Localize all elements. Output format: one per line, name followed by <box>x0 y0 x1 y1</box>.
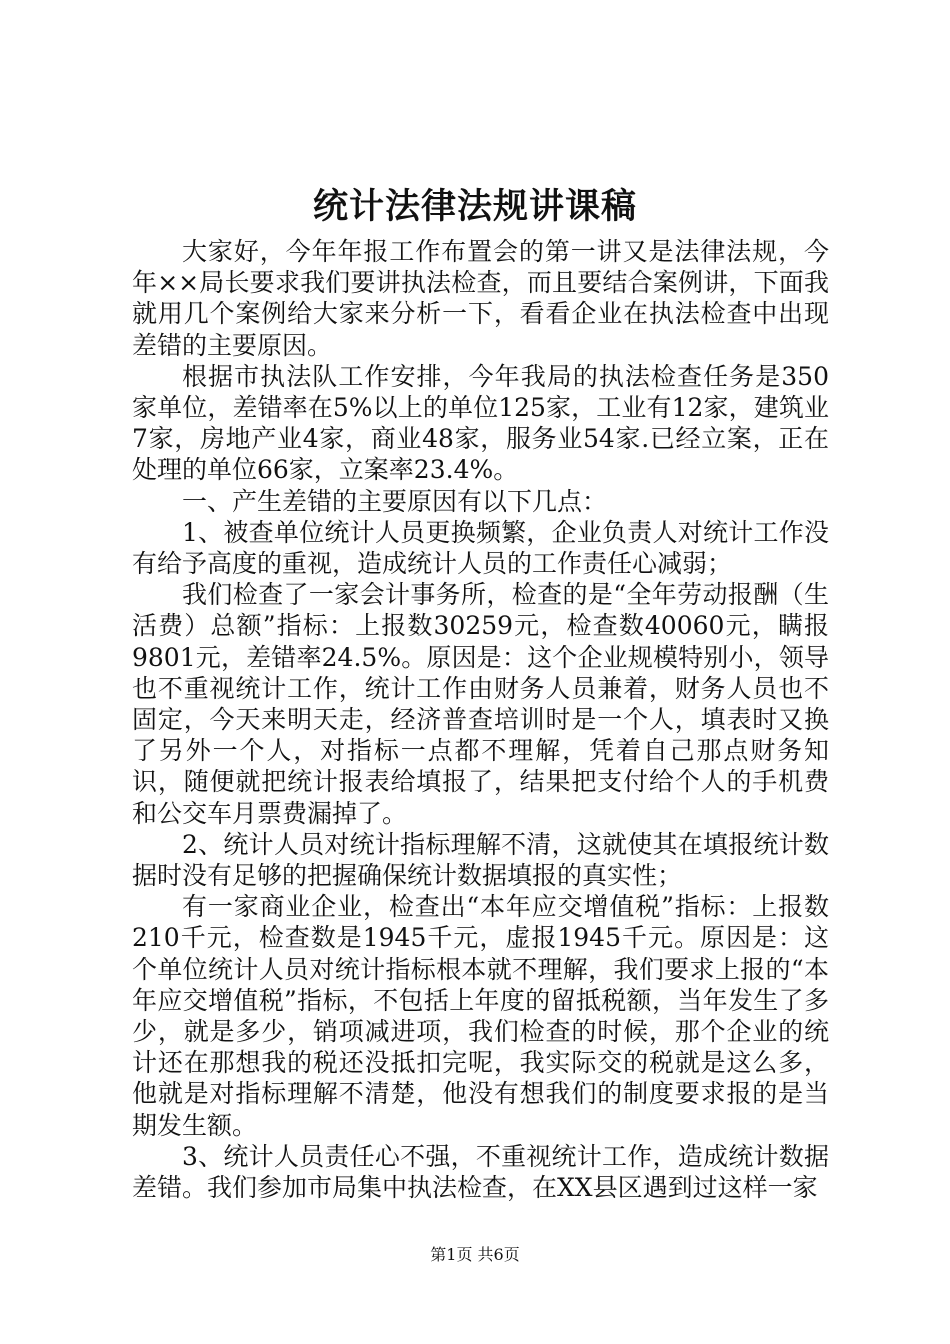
paragraph-reason-2: 2、统计人员对统计指标理解不清，这就使其在填报统计数据时没有足够的把握确保统计数据填报的真实性； <box>132 829 829 891</box>
paragraph-intro: 大家好，今年年报工作布置会的第一讲又是法律法规，今年××局长要求我们要讲执法检查，而且要结合案例讲，下面我就用几个案例给大家来分析一下，看看企业在执法检查中出现差错的主要原因。 <box>132 237 829 360</box>
paragraph-case-1: 我们检查了一家会计事务所，检查的是“全年劳动报酬（生活费）总额”指标：上报数30259元，检查数40060元，瞒报9801元，差错率24.5%。原因是：这个企业规模特别小，领导也不重视统计工作，统计工作由财务人员兼着，财务人员也不固定，今天来明天走，经济普查培训时是一个人，填表时又换了另外一个人，对指标一点都不理解，凭着自己那点财务知识，随便就把统计报表给填报了，结果把支付给个人的手机费和公交车月票费漏掉了。 <box>132 580 829 828</box>
document-title: 统计法律法规讲课稿 <box>312 186 637 227</box>
document-body <box>132 236 829 1203</box>
page-footer: 第1页 共6页 <box>430 1245 520 1264</box>
paragraph-task-summary: 根据市执法队工作安排，今年我局的执法检查任务是350家单位，差错率在5%以上的单位125家，工业有12家，建筑业7家，房地产业4家，商业48家，服务业54家.已经立案，正在处理的单位66家，立案率23.4%。 <box>132 361 829 485</box>
paragraph-reason-1: 1、被查单位统计人员更换频繁，企业负责人对统计工作没有给予高度的重视，造成统计人员的工作责任心减弱； <box>132 517 829 579</box>
paragraph-reason-3: 3、统计人员责任心不强，不重视统计工作，造成统计数据差错。我们参加市局集中执法检查，在XX县区遇到过这样一家 <box>132 1141 829 1203</box>
paragraph-section-heading: 一、产生差错的主要原因有以下几点： <box>182 486 608 516</box>
paragraph-case-2: 有一家商业企业，检查出“本年应交增值税”指标：上报数210千元，检查数是1945千元，虚报1945千元。原因是：这个单位统计人员对统计指标根本就不理解，我们要求上报的“本年应交增值税”指标，不包括上年度的留抵税额，当年发生了多少，就是多少，销项减进项，我们检查的时候，那个企业的统计还在那想我的税还没抵扣完呢，我实际交的税就是这么多，他就是对指标理解不清楚，他没有想我们的制度要求报的是当期发生额。 <box>132 892 829 1140</box>
